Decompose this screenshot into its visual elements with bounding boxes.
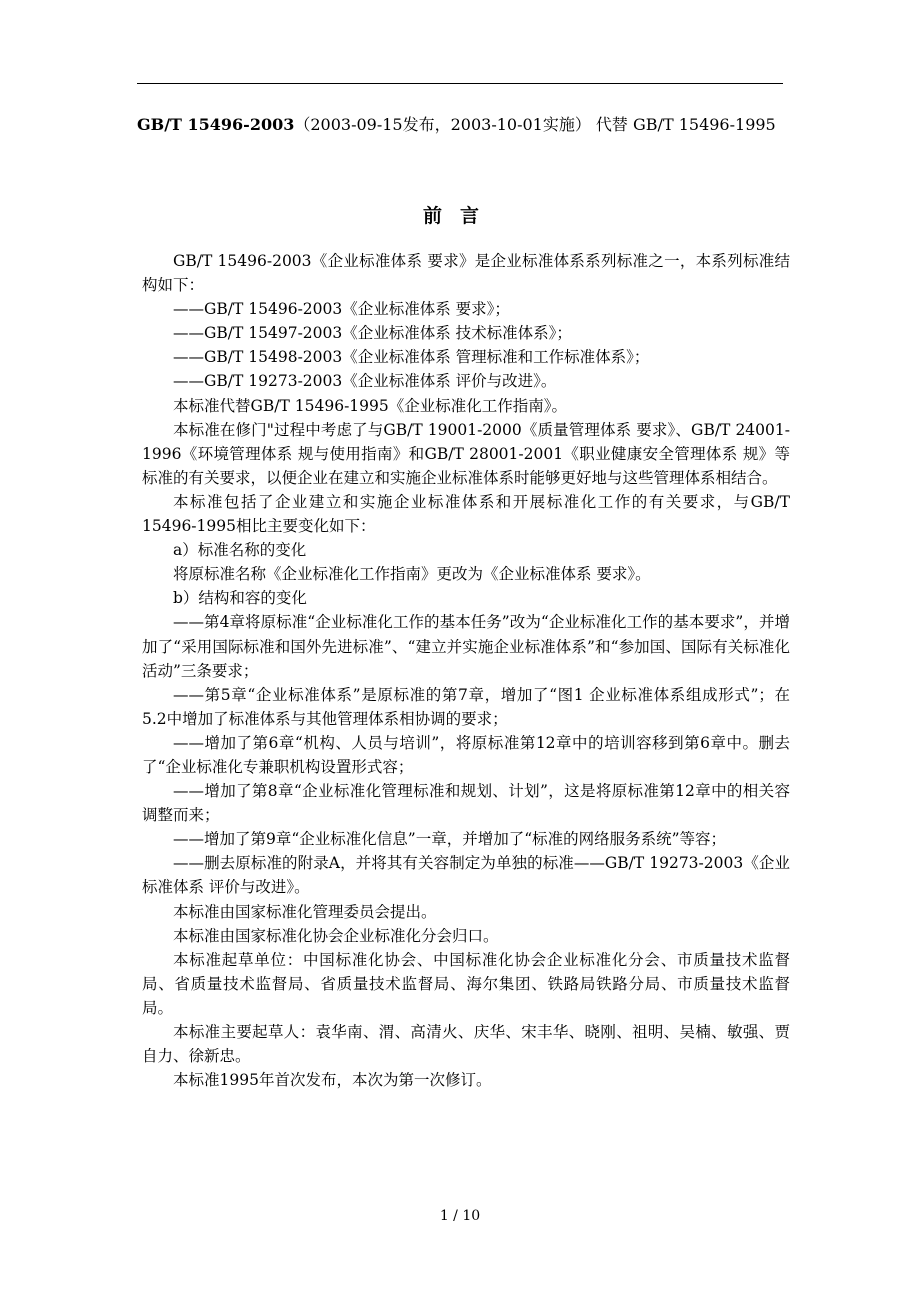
paragraph-intro: GB/T 15496-2003《企业标准体系 要求》是企业标准体系系列标准之一，本系列标准结构如下： (142, 252, 790, 295)
header-rule (137, 83, 783, 84)
paragraph: 将原标准名称《企业标准化工作指南》更改为《企业标准体系 要求》。 (173, 565, 651, 584)
paragraph: 本标准由国家标准化管理委员会提出。 (173, 902, 437, 921)
publication-dates: （2003-09-15发布，2003-10-01实施） 代替 GB/T 15496-1995 (294, 115, 776, 134)
standard-header (137, 114, 837, 136)
list-item: ——增加了第9章“企业标准化信息”一章，并增加了“标准的网络服务系统”等容； (173, 830, 727, 849)
list-item: ——增加了第8章“企业标准化管理标准和规划、计划”，这是将原标准第12章中的相关容调整而来； (142, 782, 790, 825)
paragraph: 本标准代替GB/T 15496-1995《企业标准化工作指南》。 (173, 396, 568, 415)
subheading: b）结构和容的变化 (173, 589, 307, 608)
subheading: a）标准名称的变化 (173, 541, 307, 560)
list-item: ——第5章“企业标准体系”是原标准的第7章，增加了“图1 企业标准体系组成形式”；在5.2中增加了标准体系与其他管理体系相协调的要求； (142, 685, 790, 728)
list-item: ——删去原标准的附录A，并将其有关容制定为单独的标准——GB/T 19273-2003《企业标准体系 评价与改进》。 (142, 854, 790, 897)
list-item: ——增加了第6章“机构、人员与培训”，将原标准第12章中的培训容移到第6章中。删去了“企业标准化专兼职机构设置形式容； (142, 733, 790, 776)
paragraph: 本标准由国家标准化协会企业标准化分会归口。 (173, 926, 499, 945)
paragraph: 本标准1995年首次发布，本次为第一次修订。 (173, 1071, 492, 1090)
page-number: 1 / 10 (439, 1208, 481, 1224)
paragraph: 本标准主要起草人：袁华南、渭、高清火、庆华、宋丰华、晓刚、祖明、吴楠、敏强、贾自力、徐新忠。 (142, 1023, 790, 1066)
list-item: ——GB/T 15497-2003《企业标准体系 技术标准体系》； (173, 324, 572, 343)
list-item: ——GB/T 15498-2003《企业标准体系 管理标准和工作标准体系》； (173, 348, 650, 367)
page-title: 前言 (422, 205, 497, 227)
paragraph: 本标准在修门"过程中考虑了与GB/T 19001-2000《质量管理体系 要求》、GB/T 24001-1996《环境管理体系 规与使用指南》和GB/T 28001-2001《职业健康安全管理体系 规》等标准的有关要求，以便企业在建立和实施企业标准体系时能够更好地与这些管理体系相结合。 (142, 420, 790, 487)
standard-code: GB/T 15496-2003 (137, 115, 295, 134)
list-item: ——第4章将原标准“企业标准化工作的基本任务”改为“企业标准化工作的基本要求”，并增加了“采用国际标准和国外先进标准”、“建立并实施企业标准体系”和“参加国、国际有关标准化活动”三条要求； (142, 613, 790, 680)
paragraph: 本标准起草单位：中国标准化协会、中国标准化协会企业标准化分会、市质量技术监督局、省质量技术监督局、省质量技术监督局、海尔集团、铁路局铁路分局、市质量技术监督局。 (142, 950, 790, 1017)
paragraph: 本标准包括了企业建立和实施企业标准体系和开展标准化工作的有关要求，与GB/T 15496-1995相比主要变化如下： (142, 492, 790, 536)
list-item: ——GB/T 15496-2003《企业标准体系 要求》； (173, 300, 510, 319)
preface-body (142, 249, 790, 1092)
list-item: ——GB/T 19273-2003《企业标准体系 评价与改进》。 (173, 372, 557, 391)
